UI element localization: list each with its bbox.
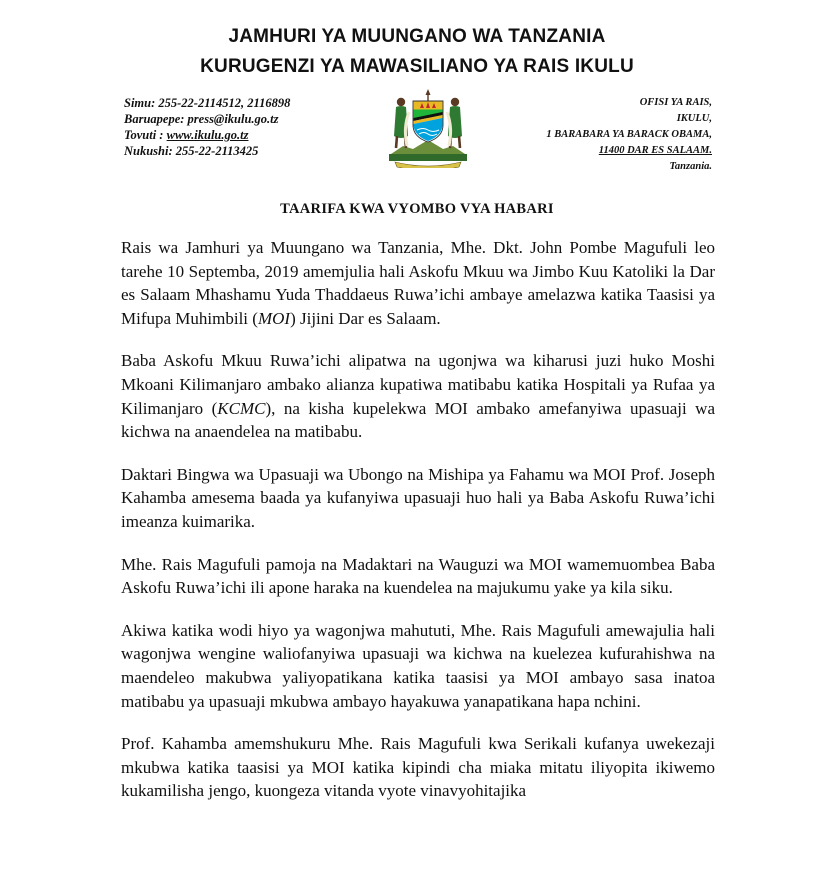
email-text: Baruapepe: press@ikulu.go.tz: [124, 112, 279, 126]
address-line-2: IKULU,: [676, 113, 712, 124]
header-line-2: KURUGENZI YA MAWASILIANO YA RAIS IKULU: [200, 56, 634, 77]
body-text: [121, 236, 715, 803]
phone-text: Simu: 255-22-2114512, 2116898: [124, 96, 291, 110]
paragraph-6: Prof. Kahamba amemshukuru Mhe. Rais Magufuli kwa Serikali kufanya uwekezaji mkubwa katika taasisi ya MOI katika kipindi cha miaka mitatu iliyopita ikiwemo kukamilisha jengo, kuongeza vitanda vyote vinavyohitajika: [121, 734, 715, 801]
address-line-3: 1 BARABARA YA BARACK OBAMA,: [546, 129, 712, 140]
website-row: [124, 127, 290, 143]
paragraph-1: Rais wa Jamhuri ya Muungano wa Tanzania, Mhe. Dkt. John Pombe Magufuli leo tarehe 10 Septemba, 2019 amemjulia hali Askofu Mkuu wa Jimbo Kuu Katoliki la Dar es Salaam Mhashamu Yuda Thaddaeus Ruwa’ichi ambaye amelazwa katika Taasisi ya Mifupa Muhimbili (MOI) Jijini Dar es Salaam.: [121, 238, 715, 328]
paragraph-5: Akiwa katika wodi hiyo ya wagonjwa mahututi, Mhe. Rais Magufuli amewajulia hali wagonjwa wengine waliofanyiwa upasuaji wa kichwa na kuelezea kufurahishwa na maendeleo makubwa yaliyopatikana katika taasisi ya MOI ambayo sasa inatoa matibabu ya upasuaji mkubwa ambayo hayakuwa yanapatikana hapa nchini.: [121, 620, 715, 711]
address-line-1: OFISI YA RAIS,: [639, 97, 712, 108]
address-line-4: 11400 DAR ES SALAAM.: [598, 145, 712, 156]
header-line-1: JAMHURI YA MUUNGANO WA TANZANIA: [228, 26, 606, 47]
paragraph-3: Daktari Bingwa wa Upasuaji wa Ubongo na Mishipa ya Fahamu wa MOI Prof. Joseph Kahamba amesema baada ya kufanyiwa upasuaji huo hali ya Baba Askofu Ruwa’ichi imeanza kuimarika.: [121, 464, 715, 531]
tanzania-coat-of-arms-icon: [383, 88, 473, 168]
address-line-5: Tanzania.: [669, 161, 712, 172]
paragraph-2: Baba Askofu Mkuu Ruwa’ichi alipatwa na ugonjwa wa kiharusi juzi huko Moshi Mkoani Kilimanjaro ambako alianza kupatiwa matibabu katika Hospitali ya Rufaa ya Kilimanjaro (KCMC), na kisha kupelekwa MOI ambako amefanyiwa upasuaji wa kichwa na anaendelea na matibabu.: [121, 351, 715, 442]
paragraph-4: Mhe. Rais Magufuli pamoja na Madaktari na Wauguzi wa MOI wamemuombea Baba Askofu Ruwa’ichi ili apone haraka na kuendelea na majukumu yake ya kila siku.: [121, 554, 715, 598]
kcmc-abbrev: KCMC: [217, 398, 266, 418]
release-title: TAARIFA KWA VYOMBO VYA HABARI: [280, 201, 554, 217]
fax-text: Nukushi: 255-22-2113425: [124, 144, 259, 158]
website-label: Tovuti :: [124, 128, 167, 142]
contacts-right: [546, 95, 712, 175]
moi-abbrev: MOI: [257, 308, 291, 328]
website-link[interactable]: www.ikulu.go.tz: [166, 128, 249, 142]
contacts-left: [124, 95, 290, 159]
